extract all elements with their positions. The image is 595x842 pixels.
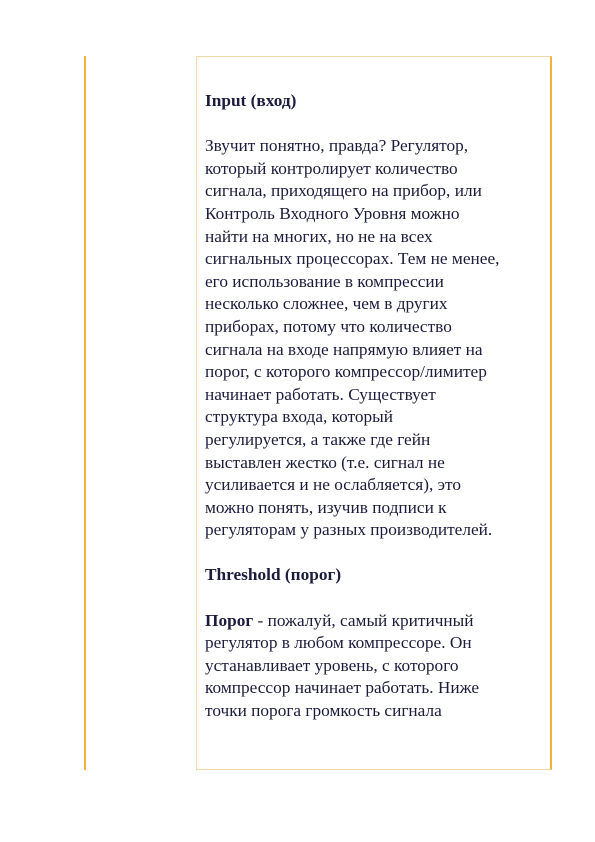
paragraph-line: начинает работать. Существует	[205, 384, 436, 404]
paragraph-line: несколько сложнее, чем в других	[205, 294, 448, 314]
heading-input: Input (вход)	[205, 91, 297, 110]
paragraph-line: структура входа, который	[205, 407, 394, 427]
paragraph-line: регуляторам у разных производителей.	[205, 520, 493, 540]
paragraph-line: усиливается и не ослабляется), это	[205, 475, 462, 495]
spacer	[205, 542, 549, 565]
paragraph-line: который контролирует количество	[205, 158, 458, 178]
paragraph-line: сигнала, приходящего на прибор, или	[205, 181, 482, 201]
paragraph-line-rest: - пожалуй, самый критичный	[253, 610, 474, 630]
paragraph-line: компрессор начинает работать. Ниже	[205, 678, 480, 698]
paragraph-line: его использование в компрессии	[205, 271, 444, 291]
paragraph-line: регулируется, а также где гейн	[205, 429, 431, 449]
paragraph-line: приборах, потому что количество	[205, 316, 452, 336]
document-text	[205, 90, 549, 723]
term-threshold: Порог	[205, 610, 254, 630]
paragraph-line: устанавливает уровень, с которого	[205, 655, 459, 675]
paragraph-line: Звучит понятно, правда? Регулятор,	[205, 136, 469, 156]
paragraph-line: сигнала на входе напрямую влияет на	[205, 339, 483, 359]
paragraph-line: точки порога громкость сигнала	[205, 701, 442, 721]
text-frame	[196, 56, 552, 770]
heading-threshold: Threshold (порог)	[205, 565, 342, 585]
spacer	[205, 113, 549, 136]
left-margin-rule	[84, 56, 86, 770]
paragraph-line: найти на многих, но не на всех	[205, 226, 433, 246]
paragraph-line: можно понять, изучив подписи к	[205, 497, 447, 517]
paragraph-line-first	[205, 610, 549, 633]
paragraph-line: порог, с которого компрессор/лимитер	[205, 362, 487, 382]
paragraph-line: выставлен жестко (т.е. сигнал не	[205, 452, 445, 472]
paragraph-line: сигнальных процессорах. Тем не менее,	[205, 249, 500, 269]
paragraph-line: регулятор в любом компрессоре. Он	[205, 633, 472, 653]
spacer	[205, 587, 549, 610]
paragraph-line: Контроль Входного Уровня можно	[205, 203, 460, 223]
